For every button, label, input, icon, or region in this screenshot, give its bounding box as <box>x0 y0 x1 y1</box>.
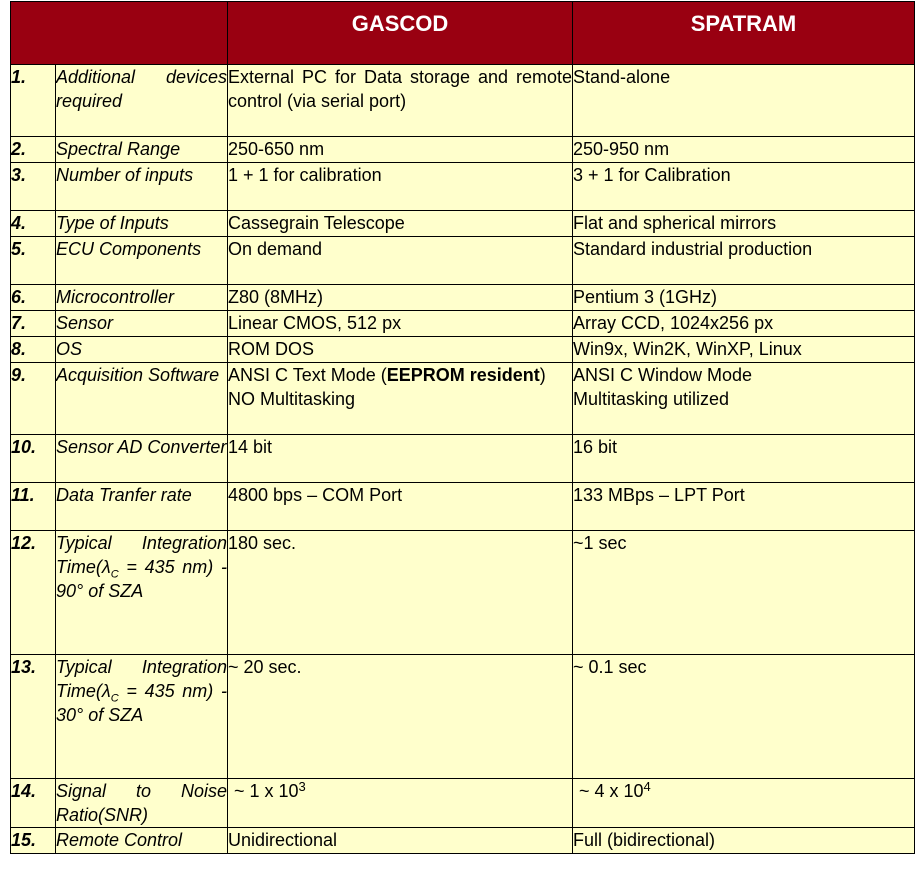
spatram-value: Flat and spherical mirrors <box>573 211 915 237</box>
table-row <box>11 237 915 285</box>
spatram-snr-base: ~ 4 x 10 <box>579 781 644 801</box>
table-body <box>11 65 915 854</box>
gascod-text-a: ANSI C Text Mode ( <box>228 365 387 385</box>
row-parameter: Remote Control <box>56 828 228 854</box>
gascod-value: ROM DOS <box>228 337 573 363</box>
param-text-b: = 435 nm) - 90° of SZA <box>56 557 227 601</box>
row-number: 13. <box>11 655 56 779</box>
row-parameter: Signal to Noise Ratio(SNR) <box>56 779 228 828</box>
row-number: 8. <box>11 337 56 363</box>
param-text-a: Typical Integration Time( <box>56 533 227 577</box>
row-number: 2. <box>11 137 56 163</box>
spatram-value: Pentium 3 (1GHz) <box>573 285 915 311</box>
row-parameter: ECU Components <box>56 237 228 285</box>
table-row <box>11 655 915 779</box>
row-number: 6. <box>11 285 56 311</box>
table-row <box>11 363 915 435</box>
row-number: 4. <box>11 211 56 237</box>
gascod-value: 1 + 1 for calibration <box>228 163 573 211</box>
gascod-text-b: ) <box>539 365 546 385</box>
gascod-value <box>228 779 573 828</box>
spatram-value: ~ 0.1 sec <box>573 655 915 779</box>
row-parameter <box>56 655 228 779</box>
row-parameter: Acquisition Software <box>56 363 228 435</box>
gascod-value: 4800 bps – COM Port <box>228 483 573 531</box>
spatram-text-b: Multitasking utilized <box>573 389 730 409</box>
row-number: 15. <box>11 828 56 854</box>
lambda-symbol: λ <box>101 557 111 577</box>
gascod-snr-base: ~ 1 x 10 <box>234 781 299 801</box>
row-parameter: Sensor AD Converter <box>56 435 228 483</box>
lambda-symbol: λ <box>101 681 111 701</box>
lambda-subscript: C <box>110 568 119 581</box>
comparison-table <box>10 1 915 854</box>
row-number: 11. <box>11 483 56 531</box>
header-blank <box>11 2 228 65</box>
spatram-value: Standard industrial production <box>573 237 915 285</box>
table-row <box>11 211 915 237</box>
row-parameter: Number of inputs <box>56 163 228 211</box>
header-spatram: SPATRAM <box>573 2 915 65</box>
gascod-value <box>228 363 573 435</box>
row-parameter: Additional devices required <box>56 65 228 137</box>
gascod-value: Cassegrain Telescope <box>228 211 573 237</box>
spatram-text-a: ANSI C Window Mode <box>573 365 753 385</box>
row-parameter: Microcontroller <box>56 285 228 311</box>
table-row <box>11 828 915 854</box>
gascod-snr-exponent: 3 <box>298 779 306 794</box>
row-parameter <box>56 531 228 655</box>
gascod-value: Linear CMOS, 512 px <box>228 311 573 337</box>
gascod-value: 14 bit <box>228 435 573 483</box>
table-row <box>11 531 915 655</box>
table-row <box>11 337 915 363</box>
row-number: 5. <box>11 237 56 285</box>
row-number: 7. <box>11 311 56 337</box>
table-row <box>11 483 915 531</box>
gascod-text-c: NO Multitasking <box>228 389 356 409</box>
spatram-value: 133 MBps – LPT Port <box>573 483 915 531</box>
table-row <box>11 779 915 828</box>
table-row <box>11 137 915 163</box>
spatram-value: Full (bidirectional) <box>573 828 915 854</box>
spatram-value: ~1 sec <box>573 531 915 655</box>
table-row <box>11 435 915 483</box>
header-row <box>11 2 915 65</box>
spatram-snr-exponent: 4 <box>643 779 651 794</box>
row-number: 12. <box>11 531 56 655</box>
row-parameter: Spectral Range <box>56 137 228 163</box>
row-parameter: OS <box>56 337 228 363</box>
spatram-value: 250-950 nm <box>573 137 915 163</box>
row-number: 1. <box>11 65 56 137</box>
spatram-value: Stand-alone <box>573 65 915 137</box>
table-row <box>11 311 915 337</box>
spatram-value <box>573 779 915 828</box>
row-number: 9. <box>11 363 56 435</box>
gascod-value: 180 sec. <box>228 531 573 655</box>
gascod-value: ~ 20 sec. <box>228 655 573 779</box>
spatram-value: Win9x, Win2K, WinXP, Linux <box>573 337 915 363</box>
spatram-value: 16 bit <box>573 435 915 483</box>
row-number: 3. <box>11 163 56 211</box>
lambda-subscript: C <box>110 692 119 705</box>
gascod-text-bold: EEPROM resident <box>386 365 540 385</box>
gascod-value: External PC for Data storage and remote control (via serial port) <box>228 65 573 137</box>
row-parameter: Sensor <box>56 311 228 337</box>
row-number: 14. <box>11 779 56 828</box>
gascod-value: Z80 (8MHz) <box>228 285 573 311</box>
spatram-value: Array CCD, 1024x256 px <box>573 311 915 337</box>
param-text-a: Typical Integration Time( <box>56 657 227 701</box>
row-number: 10. <box>11 435 56 483</box>
param-text-b: = 435 nm) - 30° of SZA <box>56 681 227 725</box>
spatram-value <box>573 363 915 435</box>
table-row <box>11 285 915 311</box>
row-parameter: Data Tranfer rate <box>56 483 228 531</box>
gascod-value: On demand <box>228 237 573 285</box>
header-gascod: GASCOD <box>228 2 573 65</box>
gascod-value: Unidirectional <box>228 828 573 854</box>
gascod-value: 250-650 nm <box>228 137 573 163</box>
table-row <box>11 65 915 137</box>
table-header <box>11 2 915 65</box>
spatram-value: 3 + 1 for Calibration <box>573 163 915 211</box>
row-parameter: Type of Inputs <box>56 211 228 237</box>
table-row <box>11 163 915 211</box>
